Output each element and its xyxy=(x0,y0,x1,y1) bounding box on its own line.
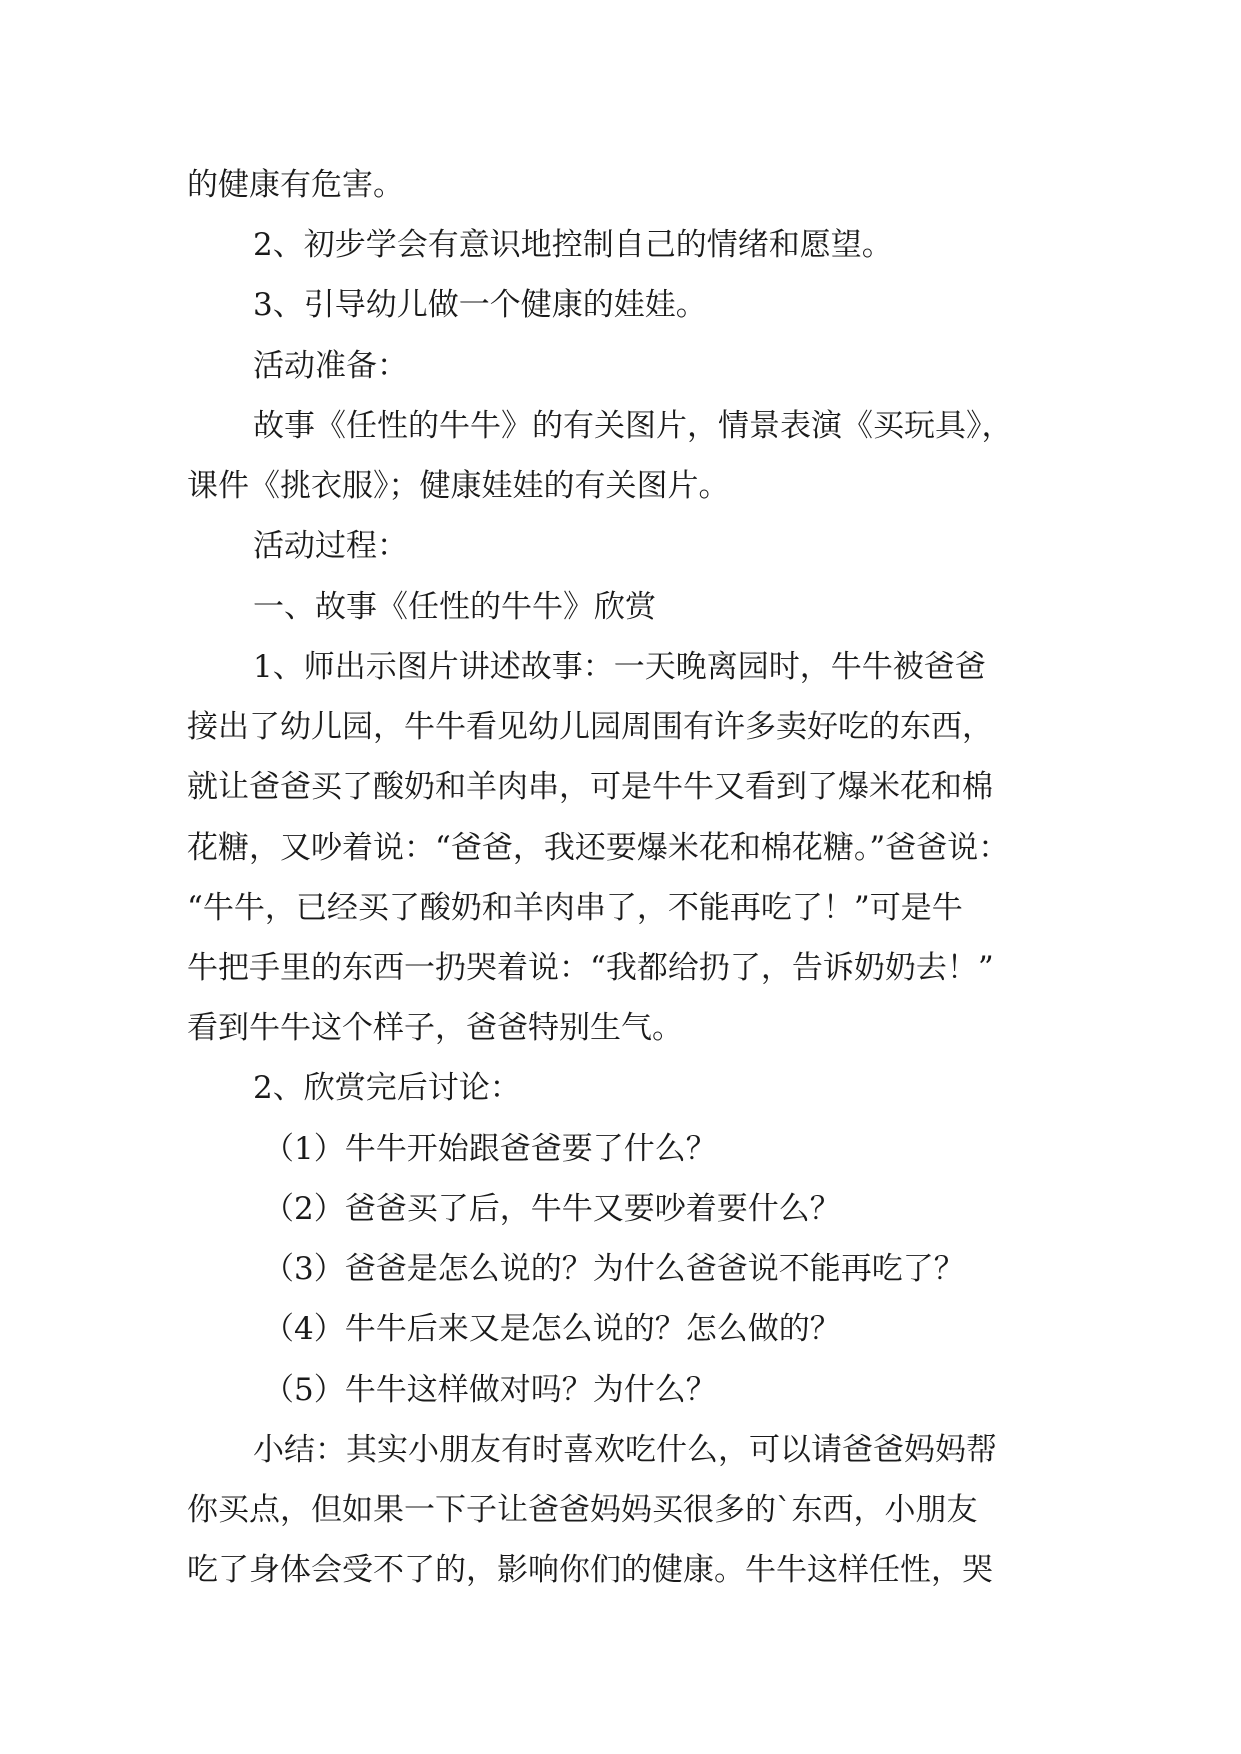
question-item: （2）爸爸买了后，牛牛又要吵着要什么？ xyxy=(263,1191,841,1227)
text-line: 接出了幼儿园，牛牛看见幼儿园周围有许多卖好吃的东西， xyxy=(187,709,993,745)
text-line: 花糖，又吵着说：“爸爸，我还要爆米花和棉花糖。”爸爸说： xyxy=(187,830,1010,866)
text-line: 课件《挑衣服》；健康娃娃的有关图片。 xyxy=(187,468,730,504)
text-line: 1、师出示图片讲述故事：一天晚离园时，牛牛被爸爸 xyxy=(253,649,986,685)
question-item: （4）牛牛后来又是怎么说的？怎么做的？ xyxy=(263,1311,841,1347)
question-item: （1）牛牛开始跟爸爸要了什么？ xyxy=(263,1131,717,1167)
section-heading: 活动过程： xyxy=(253,528,408,564)
text-line: 就让爸爸买了酸奶和羊肉串，可是牛牛又看到了爆米花和棉 xyxy=(187,769,993,805)
text-line: 3、引导幼儿做一个健康的娃娃。 xyxy=(253,287,707,323)
text-line: 看到牛牛这个样子，爸爸特别生气。 xyxy=(187,1010,683,1046)
section-heading: 活动准备： xyxy=(253,348,408,384)
text-line: 你买点，但如果一下子让爸爸妈妈买很多的`东西，小朋友 xyxy=(187,1492,978,1528)
text-line: 吃了身体会受不了的，影响你们的健康。牛牛这样任性，哭 xyxy=(187,1552,993,1588)
text-line: “牛牛，已经买了酸奶和羊肉串了，不能再吃了！”可是牛 xyxy=(187,890,963,926)
text-line: 小结：其实小朋友有时喜欢吃什么，可以请爸爸妈妈帮 xyxy=(253,1432,997,1468)
text-line: 2、欣赏完后讨论： xyxy=(253,1070,521,1106)
text-line: 牛把手里的东西一扔哭着说：“我都给扔了，告诉奶奶去！” xyxy=(187,950,994,986)
text-line: 故事《任性的牛牛》的有关图片，情景表演《买玩具》， xyxy=(253,408,1013,444)
question-item: （5）牛牛这样做对吗？为什么？ xyxy=(263,1372,717,1408)
text-line: 2、初步学会有意识地控制自己的情绪和愿望。 xyxy=(253,227,893,263)
question-item: （3）爸爸是怎么说的？为什么爸爸说不能再吃了？ xyxy=(263,1251,965,1287)
text-line: 的健康有危害。 xyxy=(187,167,404,203)
section-heading: 一、故事《任性的牛牛》欣赏 xyxy=(253,589,656,625)
